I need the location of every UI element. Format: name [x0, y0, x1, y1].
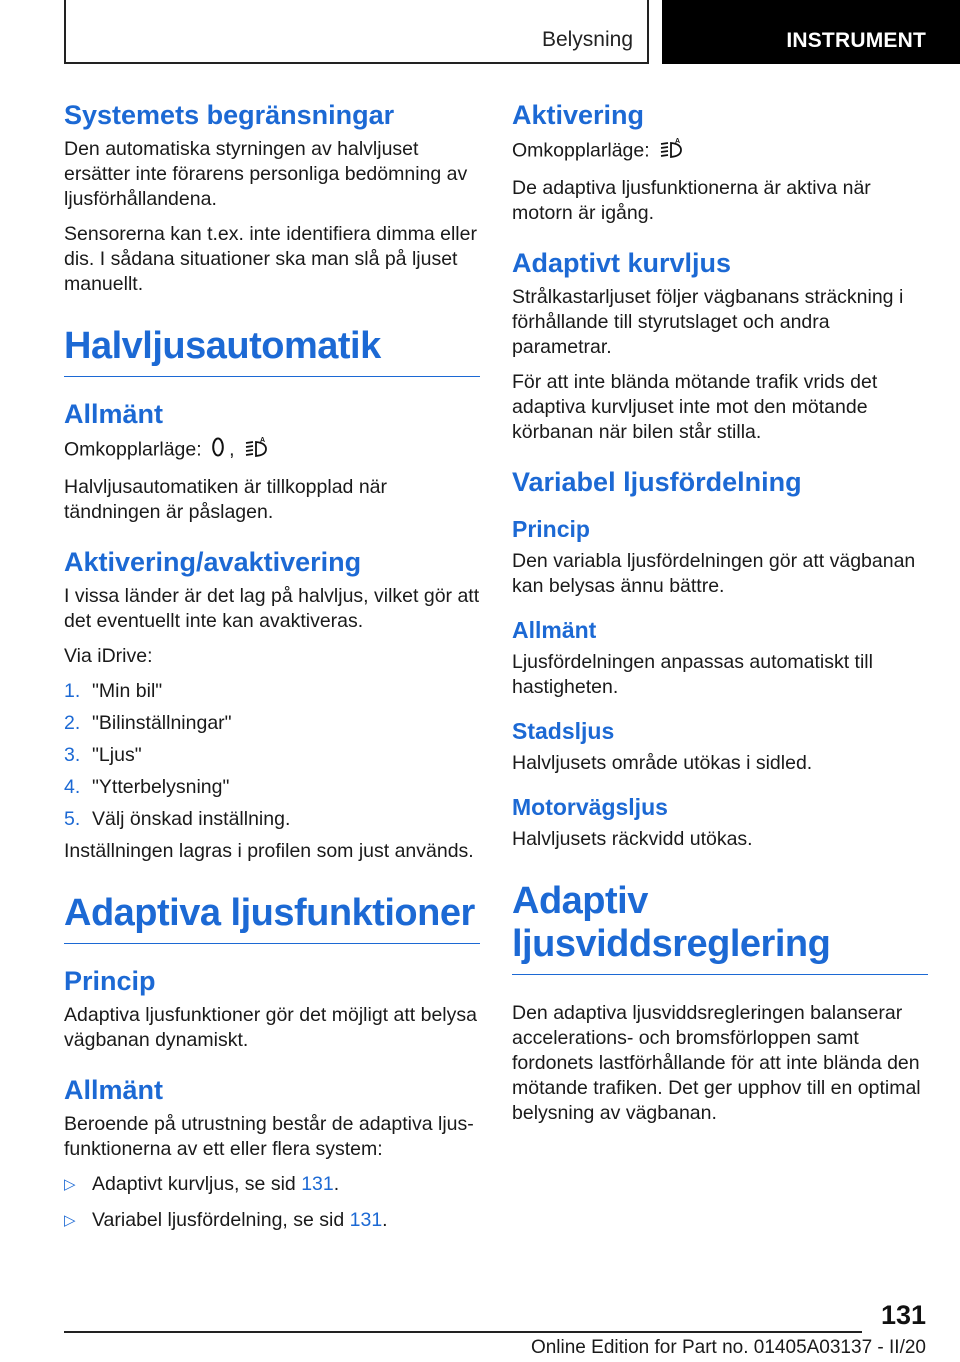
heading-adaptive-curve-light: Adaptivt kurvljus [512, 248, 732, 278]
list-item: 4. "Ytterbelysning" [64, 776, 230, 798]
list-item: 1. "Min bil" [64, 680, 163, 702]
list-item: ▷ Variabel ljusfördelning, se sid 131. [64, 1209, 388, 1231]
paragraph-profile: Inställningen lagras i profilen som just används. [64, 840, 474, 862]
heading-city-light: Stadsljus [512, 718, 615, 744]
header-chapter-title: INSTRUMENT [786, 29, 926, 52]
list-item: 5. Välj önskad inställning. [64, 808, 291, 830]
paragraph-limits-2: Sensorerna kan t.ex. inte identifiera dimma eller dis. I sådana situationer ska man slå på ljuset manuellt. [64, 223, 477, 295]
svg-text:A: A [675, 138, 681, 145]
heading-activation-deactivation: Aktivering/avaktivering [64, 547, 362, 577]
heading-general-right: Allmänt [512, 617, 597, 643]
paragraph-switch-position-right [512, 137, 928, 166]
header-section-box [64, 0, 649, 64]
heading-activation: Aktivering [512, 100, 645, 130]
switch-position-label: Omkopplarläge: [512, 139, 650, 162]
paragraph-city-light: Halvljusets område utökas i sidled. [512, 752, 813, 774]
page-number: 131 [880, 1300, 926, 1330]
page-link-variable-light[interactable]: 131 [349, 1209, 383, 1231]
paragraph-highway-light: Halvljusets räckvidd utökas. [512, 828, 753, 850]
idrive-steps-list [64, 679, 480, 832]
paragraph-curve-2: För att inte blända mötande trafik vrids det adaptiva kurvljuset inte mot den mötande körbanan när bilen står stilla. [512, 371, 878, 443]
auto-light-switch-icon [211, 436, 225, 465]
section-heading-auto-low-beam: Halvljusautomatik [64, 325, 480, 377]
auto-headlight-icon [244, 436, 270, 465]
adaptive-systems-list [64, 1172, 480, 1233]
paragraph-general-right: Ljusfördelningen anpassas automatiskt till hastigheten. [512, 651, 873, 698]
heading-general-2: Allmänt [64, 1075, 164, 1105]
paragraph-curve-1: Strålkastarljuset följer vägbanans sträckning i förhållande till styrutslaget och andra parametrar. [512, 286, 904, 358]
heading-principle-right: Princip [512, 516, 590, 542]
footer-divider [64, 1331, 862, 1333]
right-column [512, 100, 928, 1136]
header-chapter-tab [662, 0, 960, 64]
svg-text:A: A [259, 437, 265, 444]
auto-headlight-icon [659, 137, 685, 166]
switch-position-label: Omkopplarläge: [64, 438, 202, 461]
paragraph-principle: Adaptiva ljusfunktioner gör det möjligt att belysa vägbanan dynamiskt. [64, 1004, 477, 1051]
list-item: 2. "Bilinställningar" [64, 712, 232, 734]
paragraph-principle-right: Den variabla ljusfördelningen gör att vägbanan kan belysas ännu bättre. [512, 550, 916, 597]
page-link-curve-light[interactable]: 131 [301, 1173, 334, 1195]
footer-edition: Online Edition for Part no. 01405A03137 - II/20 [530, 1337, 926, 1358]
paragraph-via-idrive: Via iDrive: [64, 645, 153, 667]
section-heading-adaptive-light: Adaptiva ljusfunktioner [64, 892, 480, 944]
list-item: ▷ Adaptivt kurvljus, se sid 131. [64, 1173, 340, 1195]
paragraph-general-2: Beroende på utrustning består de adaptiva ljusfunktionerna av ett eller flera system: [64, 1113, 474, 1160]
header-section-title: Belysning [541, 28, 633, 51]
heading-highway-light: Motorvägsljus [512, 794, 668, 820]
bullet-triangle-icon: ▷ [64, 1176, 76, 1193]
heading-principle: Princip [64, 966, 156, 996]
list-item: 3. "Ljus" [64, 744, 142, 766]
section-heading-range-control: Adaptiv ljusviddsreglering [512, 880, 928, 975]
paragraph-limits-1: Den automatiska styrningen av halvljuset ersätter inte förarens personliga bedömning av ljusförhållandena. [64, 138, 468, 210]
left-column [64, 100, 480, 1244]
paragraph-switch-position [64, 436, 480, 465]
paragraph-activation-right: De adaptiva ljusfunktionerna är aktiva när motorn är igång. [512, 177, 871, 224]
paragraph-activation: I vissa länder är det lag på halvljus, vilket gör att det eventuellt inte kan avaktiveras. [64, 585, 480, 632]
paragraph-range-control: Den adaptiva ljusviddsregleringen balanserar accelerations- och bromsförloppen samt fordonets lastförhållande för att inte blända den mötande trafiken. Det ger upphov till en optimal belysning av vägbanan. [512, 1002, 921, 1124]
switch-separator: , [229, 438, 235, 461]
bullet-triangle-icon: ▷ [64, 1212, 76, 1229]
heading-variable-light-distribution: Variabel ljusfördelning [512, 467, 802, 497]
paragraph-general: Halvljusautomatiken är tillkopplad när tändningen är påslagen. [64, 476, 387, 523]
heading-system-limits: Systemets begränsningar [64, 100, 395, 130]
heading-general: Allmänt [64, 399, 164, 429]
